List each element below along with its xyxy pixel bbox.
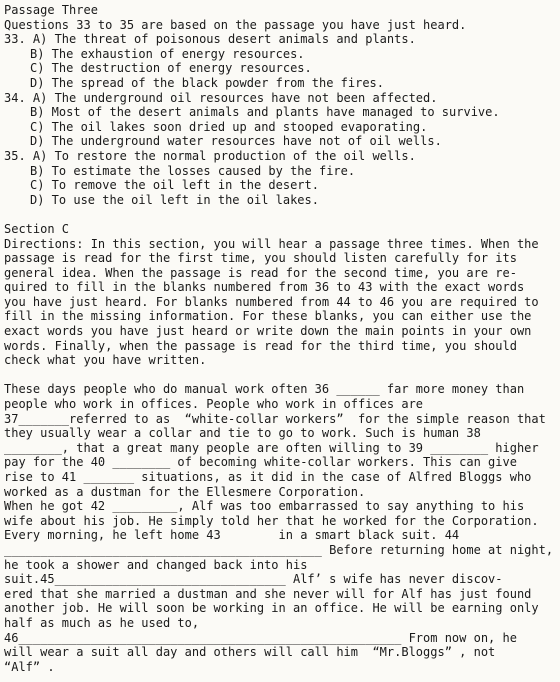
directions-line: check what you have written.	[4, 353, 207, 368]
directions-line: general idea. When the passage is read for the second time, you are re-	[4, 265, 517, 280]
directions-line: fill in the missing information. For these blanks, you can either use the	[4, 309, 532, 324]
question-35-option-b: B) To estimate the losses caused by the fire.	[30, 163, 356, 178]
directions-line: words. Finally, when the passage is read for the third time, you should	[4, 338, 517, 353]
spacer	[4, 368, 556, 383]
passage-line: will wear a suit all day and others will call him “Mr.Bloggs” , not	[4, 645, 496, 660]
passage-line: wife about his job. He simply told her that he worked for the Corporation.	[4, 513, 539, 528]
directions-line: passage is read for the first time, you should listen carefully for its	[4, 251, 517, 266]
passage-line: “Alf” .	[4, 659, 55, 674]
question-33-option-d: D) The spread of the black powder from the fires.	[30, 75, 385, 90]
passage-line: rise to 41 _______ situations, as it did in the case of Alfred Bloggs who	[4, 470, 532, 484]
passage-line: they usually wear a collar and tie to go to work. Such is human 38	[4, 426, 481, 441]
question-33-option-c: C) The destruction of energy resources.	[30, 61, 312, 76]
passage-line: 37_______referred to as “white-collar workers” for the simple reason that	[4, 411, 546, 426]
passage-line: pay for the 40 ________ of becoming white-collar workers. This can give	[4, 455, 517, 470]
directions-line: quired to fill in the blanks numbered from 36 to 43 with the exact words	[4, 280, 525, 295]
passage-line: another job. He will soon be working in an office. He will be earning only	[4, 601, 539, 616]
directions-line: exact words you have just heard or write down the main points in your own	[4, 324, 532, 339]
passage-line: ered that she married a dustman and she never will for Alf has just found	[4, 586, 532, 601]
section-c-heading: Section C	[4, 221, 70, 236]
question-33-option-b: B) The exhaustion of energy resources.	[30, 46, 305, 61]
passage-line: When he got 42 _________, Alf was too embarrassed to say anything to his	[4, 499, 525, 514]
passage-line: These days people who do manual work often 36 ______ far more money than	[4, 382, 525, 397]
passage-line: ____________________________________________ Before returning home at night,	[4, 542, 554, 557]
passage-line: Every morning, he left home 43 in a smart black suit. 44	[4, 528, 460, 543]
question-34-option-c: C) The oil lakes soon dried up and stooped evaporating.	[30, 119, 428, 134]
passage-line: suit.45________________________________ Alf’ s wife has never discov-	[4, 572, 503, 587]
question-35-stem: 35. A) To restore the normal production of the oil wells.	[4, 148, 416, 163]
passage-line: worked as a dustman for the Ellesmere Corporation.	[4, 484, 366, 499]
question-34-stem: 34. A) The underground oil resources have not been affected.	[4, 90, 438, 105]
passage-line: people who work in offices. People who work in offices are	[4, 397, 424, 412]
passage-line: he took a shower and changed back into his	[4, 557, 308, 572]
passage-three-heading: Passage Three	[4, 3, 98, 17]
exam-page	[4, 3, 556, 674]
passage-line: 46_____________________________________________________ From now on, he	[4, 630, 517, 645]
passage-line: ________, that a great many people are often willing to 39 ________ higher	[4, 440, 539, 455]
passage-line: half as much as he used to,	[4, 615, 200, 630]
question-35-option-c: C) To remove the oil left in the desert.	[30, 178, 319, 193]
spacer	[4, 207, 556, 222]
passage-three-intro: Questions 33 to 35 are based on the passage you have just heard.	[4, 17, 467, 32]
question-34-option-b: B) Most of the desert animals and plants have managed to survive.	[30, 105, 500, 120]
question-33-stem: 33. A) The threat of poisonous desert animals and plants.	[4, 32, 416, 47]
dictation-passage	[4, 382, 556, 674]
question-34-option-d: D) The underground water resources have not of oil wells.	[30, 134, 442, 149]
directions-line: Directions: In this section, you will hear a passage three times. When the	[4, 236, 539, 251]
directions-line: you have just heard. For blanks numbered from 44 to 46 you are required to	[4, 294, 539, 309]
question-35-option-d: D) To use the oil left in the oil lakes.	[30, 192, 319, 207]
section-c-directions	[4, 237, 556, 368]
